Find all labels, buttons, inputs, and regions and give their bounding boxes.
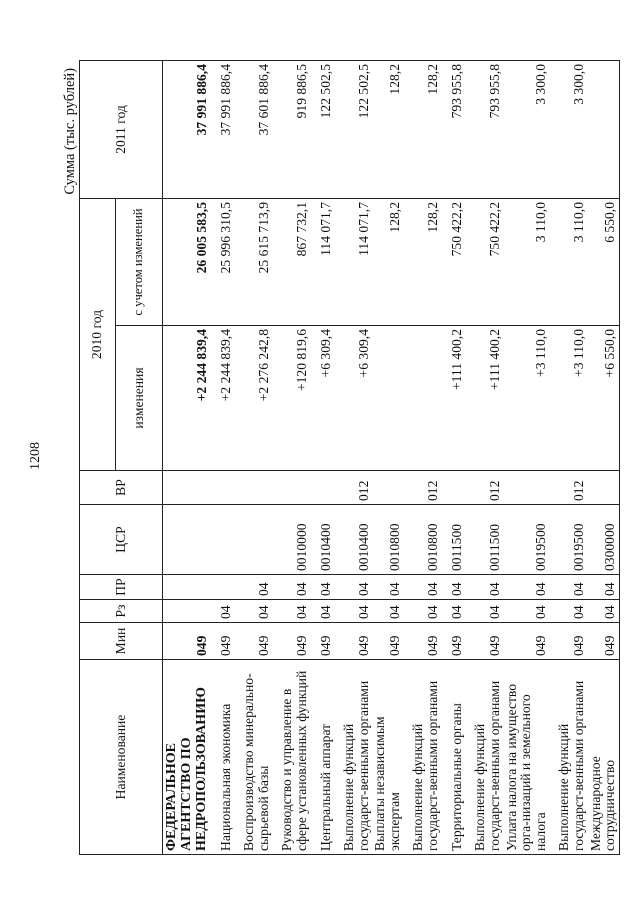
row-changes: +120 819,6 — [272, 326, 310, 471]
row-csr: 0010000 — [272, 505, 310, 575]
row-2011: 122 502,5 — [334, 61, 372, 199]
row-rz: 04 — [442, 600, 466, 623]
row-with-changes: 750 422,2 — [442, 199, 466, 326]
row-vr: 012 — [404, 471, 442, 505]
row-with-changes: 6 550,0 — [588, 199, 620, 326]
row-csr: 0010800 — [372, 505, 403, 575]
row-csr: 0011500 — [442, 505, 466, 575]
header-csr: ЦСР — [80, 505, 163, 575]
row-csr — [234, 505, 272, 575]
table-row — [234, 61, 272, 855]
table-row — [466, 61, 504, 855]
row-rz: 04 — [272, 600, 310, 623]
row-changes — [372, 326, 403, 471]
row-rz: 04 — [372, 600, 403, 623]
row-csr — [163, 505, 211, 575]
page-number: 1208 — [28, 442, 43, 470]
row-vr: 012 — [550, 471, 588, 505]
row-name: Выполнение функций государст-венными органами — [466, 660, 504, 855]
row-vr: 012 — [334, 471, 372, 505]
header-year-2010: 2010 год — [80, 199, 116, 471]
units-caption: Сумма (тыс. рублей) — [62, 68, 78, 195]
row-2011: 919 886,5 — [272, 61, 310, 199]
row-name: Центральный аппарат — [310, 660, 334, 855]
row-2011: 37 601 886,4 — [234, 61, 272, 199]
row-min: 049 — [504, 623, 550, 660]
row-csr: 0300000 — [588, 505, 620, 575]
row-rz: 04 — [466, 600, 504, 623]
row-vr — [310, 471, 334, 505]
row-pr: 04 — [272, 575, 310, 600]
row-pr: 04 — [442, 575, 466, 600]
row-name: ФЕДЕРАЛЬНОЕ АГЕНТСТВО ПО НЕДРОПОЛЬЗОВАНИЮ — [163, 660, 211, 855]
row-min: 049 — [210, 623, 234, 660]
row-changes: +3 110,0 — [504, 326, 550, 471]
row-name: Международное сотрудничество — [588, 660, 620, 855]
row-changes — [404, 326, 442, 471]
header-changes: изменения — [116, 326, 163, 471]
row-name: Выполнение функций государст-венными органами — [550, 660, 588, 855]
table-row — [210, 61, 234, 855]
row-vr — [163, 471, 211, 505]
row-min: 049 — [310, 623, 334, 660]
table-row — [372, 61, 403, 855]
row-pr: 04 — [504, 575, 550, 600]
row-rz: 04 — [404, 600, 442, 623]
row-rz: 04 — [210, 600, 234, 623]
table-row — [588, 61, 620, 855]
row-rz: 04 — [310, 600, 334, 623]
row-min: 049 — [163, 623, 211, 660]
row-rz — [163, 600, 211, 623]
row-2011: 793 955,8 — [442, 61, 466, 199]
row-pr: 04 — [334, 575, 372, 600]
budget-table — [79, 60, 620, 855]
row-min: 049 — [466, 623, 504, 660]
row-rz: 04 — [234, 600, 272, 623]
table-row — [163, 61, 211, 855]
header-pr: ПР — [80, 575, 163, 600]
row-with-changes: 3 110,0 — [504, 199, 550, 326]
row-min: 049 — [372, 623, 403, 660]
row-name: Воспроизводство минерально-сырьевой базы — [234, 660, 272, 855]
row-2011: 37 991 886,4 — [210, 61, 234, 199]
row-with-changes: 114 071,7 — [310, 199, 334, 326]
row-with-changes: 128,2 — [404, 199, 442, 326]
row-2011: 128,2 — [372, 61, 403, 199]
row-csr: 0019500 — [550, 505, 588, 575]
row-name: Территориальные органы — [442, 660, 466, 855]
row-rz: 04 — [588, 600, 620, 623]
row-min: 049 — [234, 623, 272, 660]
row-pr: 04 — [372, 575, 403, 600]
row-with-changes: 750 422,2 — [466, 199, 504, 326]
row-min: 049 — [588, 623, 620, 660]
row-with-changes: 25 615 713,9 — [234, 199, 272, 326]
row-csr: 0019500 — [504, 505, 550, 575]
row-min: 049 — [334, 623, 372, 660]
header-rz: Рз — [80, 600, 163, 623]
row-pr — [210, 575, 234, 600]
row-changes: +2 244 839,4 — [163, 326, 211, 471]
row-csr — [210, 505, 234, 575]
table-row — [442, 61, 466, 855]
header-year-2011: 2011 год — [80, 61, 163, 199]
row-2011: 122 502,5 — [310, 61, 334, 199]
table-header — [80, 61, 163, 855]
row-with-changes: 25 996 310,5 — [210, 199, 234, 326]
row-min: 049 — [550, 623, 588, 660]
row-vr — [272, 471, 310, 505]
row-with-changes: 26 005 583,5 — [163, 199, 211, 326]
row-vr: 012 — [466, 471, 504, 505]
row-csr: 0010400 — [310, 505, 334, 575]
row-2011: 37 991 886,4 — [163, 61, 211, 199]
row-changes: +3 110,0 — [550, 326, 588, 471]
row-2011: 128,2 — [404, 61, 442, 199]
table-row — [550, 61, 588, 855]
header-min: Мин — [80, 623, 163, 660]
row-vr — [442, 471, 466, 505]
row-changes: +2 276 242,8 — [234, 326, 272, 471]
row-pr: 04 — [310, 575, 334, 600]
table-body — [163, 61, 620, 855]
row-changes: +111 400,2 — [442, 326, 466, 471]
row-with-changes: 3 110,0 — [550, 199, 588, 326]
row-min: 049 — [442, 623, 466, 660]
table-row — [504, 61, 550, 855]
row-csr: 0011500 — [466, 505, 504, 575]
table-row — [272, 61, 310, 855]
header-vr: ВР — [80, 471, 163, 505]
row-pr: 04 — [404, 575, 442, 600]
row-2011 — [588, 61, 620, 199]
row-min: 049 — [404, 623, 442, 660]
row-vr — [372, 471, 403, 505]
row-with-changes: 867 732,1 — [272, 199, 310, 326]
row-name: Выполнение функций государст-венными органами — [334, 660, 372, 855]
row-2011: 793 955,8 — [466, 61, 504, 199]
row-changes: +6 550,0 — [588, 326, 620, 471]
row-pr: 04 — [588, 575, 620, 600]
row-rz: 04 — [550, 600, 588, 623]
row-pr: 04 — [550, 575, 588, 600]
header-with-changes: с учетом изменений — [116, 199, 163, 326]
row-with-changes: 114 071,7 — [334, 199, 372, 326]
table-row — [310, 61, 334, 855]
row-rz: 04 — [334, 600, 372, 623]
table-row — [334, 61, 372, 855]
row-changes: +2 244 839,4 — [210, 326, 234, 471]
row-pr: 04 — [466, 575, 504, 600]
row-csr: 0010800 — [404, 505, 442, 575]
table-row — [404, 61, 442, 855]
row-rz: 04 — [504, 600, 550, 623]
row-changes: +111 400,2 — [466, 326, 504, 471]
row-pr: 04 — [234, 575, 272, 600]
row-with-changes: 128,2 — [372, 199, 403, 326]
row-name: Национальная экономика — [210, 660, 234, 855]
row-vr — [504, 471, 550, 505]
row-vr — [234, 471, 272, 505]
row-name: Руководство и управление в сфере установленных функций — [272, 660, 310, 855]
row-pr — [163, 575, 211, 600]
row-2011: 3 300,0 — [504, 61, 550, 199]
row-name: Уплата налога на имущество орга-низаций и земельного налога — [504, 660, 550, 855]
row-2011: 3 300,0 — [550, 61, 588, 199]
row-changes: +6 309,4 — [310, 326, 334, 471]
row-changes: +6 309,4 — [334, 326, 372, 471]
row-name: Выплаты независимым экспертам — [372, 660, 403, 855]
row-vr — [210, 471, 234, 505]
row-csr: 0010400 — [334, 505, 372, 575]
row-name: Выполнение функций государст-венными органами — [404, 660, 442, 855]
row-vr — [588, 471, 620, 505]
row-min: 049 — [272, 623, 310, 660]
header-name: Наименование — [80, 660, 163, 855]
